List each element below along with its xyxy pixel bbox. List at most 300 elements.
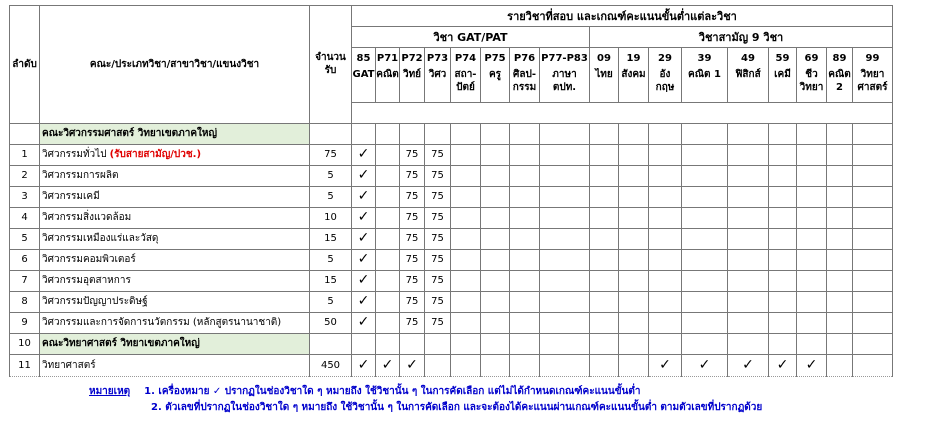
check-mark: ✓ bbox=[728, 354, 769, 376]
empty-cell bbox=[853, 354, 893, 376]
program-name bbox=[40, 291, 310, 312]
empty-cell bbox=[827, 354, 853, 376]
row-order: 3 bbox=[10, 186, 40, 207]
subject-name: ครู bbox=[481, 68, 510, 102]
empty-cell bbox=[769, 270, 797, 291]
empty-cell bbox=[797, 186, 827, 207]
subject-name: ภาษา ตปท. bbox=[540, 68, 590, 102]
empty-cell bbox=[827, 333, 853, 354]
empty-cell bbox=[769, 144, 797, 165]
empty-cell bbox=[649, 312, 682, 333]
table-row bbox=[10, 312, 893, 333]
empty-cell bbox=[769, 249, 797, 270]
empty-cell bbox=[540, 312, 590, 333]
notes-block bbox=[89, 384, 762, 416]
empty-cell bbox=[797, 228, 827, 249]
empty-cell bbox=[376, 312, 400, 333]
check-mark: ✓ bbox=[682, 354, 728, 376]
empty-cell bbox=[827, 291, 853, 312]
empty-cell bbox=[827, 228, 853, 249]
table-row bbox=[10, 249, 893, 270]
empty-cell bbox=[619, 186, 649, 207]
empty-cell bbox=[510, 228, 540, 249]
empty-cell bbox=[590, 270, 619, 291]
empty-cell bbox=[853, 165, 893, 186]
empty-cell bbox=[682, 186, 728, 207]
empty-cell bbox=[853, 123, 893, 144]
min-score: 75 bbox=[400, 207, 425, 228]
empty-cell bbox=[853, 312, 893, 333]
section-row bbox=[10, 123, 893, 144]
program-name bbox=[40, 186, 310, 207]
empty-cell bbox=[451, 228, 481, 249]
subject-name: คณิต 1 bbox=[682, 68, 728, 102]
empty-cell bbox=[728, 144, 769, 165]
empty-cell bbox=[682, 291, 728, 312]
empty-cell bbox=[682, 144, 728, 165]
program-name bbox=[40, 249, 310, 270]
empty-cell bbox=[376, 123, 400, 144]
empty-cell bbox=[590, 123, 619, 144]
check-mark: ✓ bbox=[352, 270, 376, 291]
name-text: วิศวกรรมทั่วไป bbox=[42, 149, 107, 160]
empty-cell bbox=[853, 291, 893, 312]
empty-cell bbox=[827, 312, 853, 333]
empty-cell bbox=[510, 354, 540, 376]
section-row bbox=[10, 333, 893, 354]
empty-cell bbox=[481, 354, 510, 376]
empty-cell bbox=[451, 207, 481, 228]
empty-cell bbox=[853, 186, 893, 207]
program-name bbox=[40, 270, 310, 291]
empty-cell bbox=[649, 270, 682, 291]
min-score: 75 bbox=[400, 270, 425, 291]
group-header-gatpat: วิชา GAT/PAT bbox=[352, 27, 590, 48]
row-order: 1 bbox=[10, 144, 40, 165]
check-mark: ✓ bbox=[352, 291, 376, 312]
subject-name: อัง กฤษ bbox=[649, 68, 682, 102]
empty-cell bbox=[481, 333, 510, 354]
subject-name: วิศว bbox=[425, 68, 451, 102]
min-score: 75 bbox=[425, 207, 451, 228]
empty-cell bbox=[649, 165, 682, 186]
empty-cell bbox=[451, 312, 481, 333]
empty-cell bbox=[400, 333, 425, 354]
empty-cell bbox=[619, 228, 649, 249]
program-name bbox=[40, 165, 310, 186]
seats-value: 5 bbox=[310, 186, 352, 207]
empty-cell bbox=[510, 144, 540, 165]
empty-cell bbox=[827, 207, 853, 228]
empty-cell bbox=[310, 123, 352, 144]
min-score: 75 bbox=[425, 228, 451, 249]
empty-cell bbox=[510, 291, 540, 312]
table-body bbox=[10, 123, 893, 376]
subject-code: 69 bbox=[797, 48, 827, 69]
empty-cell bbox=[451, 186, 481, 207]
empty-cell bbox=[376, 270, 400, 291]
seats-value: 50 bbox=[310, 312, 352, 333]
empty-cell bbox=[797, 249, 827, 270]
empty-cell bbox=[619, 270, 649, 291]
row-order: 10 bbox=[10, 333, 40, 354]
min-score: 75 bbox=[400, 186, 425, 207]
empty-cell bbox=[853, 207, 893, 228]
empty-cell bbox=[728, 207, 769, 228]
empty-cell bbox=[769, 291, 797, 312]
empty-cell bbox=[510, 207, 540, 228]
empty-cell bbox=[827, 123, 853, 144]
name-text: วิศวกรรมเคมี bbox=[42, 191, 100, 202]
empty-cell bbox=[481, 186, 510, 207]
table-row bbox=[10, 291, 893, 312]
table-row bbox=[10, 354, 893, 376]
empty-cell bbox=[797, 165, 827, 186]
table-header bbox=[10, 6, 893, 124]
empty-cell bbox=[853, 144, 893, 165]
check-mark: ✓ bbox=[352, 312, 376, 333]
empty-cell bbox=[619, 207, 649, 228]
min-score: 75 bbox=[425, 186, 451, 207]
empty-cell bbox=[352, 333, 376, 354]
seats-value: 15 bbox=[310, 228, 352, 249]
subject-code: P74 bbox=[451, 48, 481, 69]
min-score: 75 bbox=[400, 312, 425, 333]
empty-cell bbox=[481, 249, 510, 270]
empty-cell bbox=[619, 354, 649, 376]
row-order: 7 bbox=[10, 270, 40, 291]
empty-cell bbox=[352, 123, 376, 144]
subject-code: 19 bbox=[619, 48, 649, 69]
empty-cell bbox=[827, 165, 853, 186]
empty-cell bbox=[853, 249, 893, 270]
empty-cell bbox=[481, 165, 510, 186]
row-order: 11 bbox=[10, 354, 40, 376]
seats-value: 15 bbox=[310, 270, 352, 291]
empty-cell bbox=[451, 123, 481, 144]
empty-cell bbox=[797, 312, 827, 333]
row-order bbox=[10, 123, 40, 144]
empty-cell bbox=[451, 291, 481, 312]
name-text: วิศวกรรมการผลิต bbox=[42, 170, 119, 181]
min-score: 75 bbox=[400, 144, 425, 165]
empty-cell bbox=[649, 249, 682, 270]
program-name bbox=[40, 144, 310, 165]
empty-cell bbox=[376, 333, 400, 354]
empty-cell bbox=[540, 333, 590, 354]
empty-cell bbox=[590, 333, 619, 354]
empty-cell bbox=[619, 333, 649, 354]
subject-name: GAT bbox=[352, 68, 376, 102]
subject-code: 85 bbox=[352, 48, 376, 69]
empty-cell bbox=[510, 186, 540, 207]
empty-cell bbox=[649, 291, 682, 312]
name-text: วิศวกรรมเหมืองแร่และวัสดุ bbox=[42, 233, 159, 244]
empty-cell bbox=[682, 165, 728, 186]
empty-cell bbox=[510, 333, 540, 354]
name-text: วิศวกรรมปัญญาประดิษฐ์ bbox=[42, 296, 148, 307]
admission-table-wrapper bbox=[9, 5, 893, 377]
empty-cell bbox=[451, 354, 481, 376]
seats-value: 450 bbox=[310, 354, 352, 376]
empty-cell bbox=[590, 228, 619, 249]
empty-cell bbox=[451, 165, 481, 186]
empty-cell bbox=[649, 207, 682, 228]
subject-code: 39 bbox=[682, 48, 728, 69]
empty-cell bbox=[540, 123, 590, 144]
row-order: 2 bbox=[10, 165, 40, 186]
empty-cell bbox=[590, 312, 619, 333]
min-score: 75 bbox=[425, 144, 451, 165]
empty-cell bbox=[769, 165, 797, 186]
section-name bbox=[40, 333, 310, 354]
subject-code: 49 bbox=[728, 48, 769, 69]
empty-cell bbox=[540, 186, 590, 207]
empty-cell bbox=[619, 144, 649, 165]
empty-cell bbox=[619, 312, 649, 333]
empty-cell bbox=[769, 186, 797, 207]
empty-cell bbox=[649, 228, 682, 249]
name-text: คณะวิทยาศาสตร์ วิทยาเขตภาคใหญ่ bbox=[42, 338, 200, 349]
empty-cell bbox=[797, 207, 827, 228]
empty-cell bbox=[425, 354, 451, 376]
subject-name: ชีว วิทยา bbox=[797, 68, 827, 102]
empty-cell bbox=[853, 228, 893, 249]
row-order: 4 bbox=[10, 207, 40, 228]
subject-name: วิทยา ศาสตร์ bbox=[853, 68, 893, 102]
empty-cell bbox=[728, 165, 769, 186]
program-name bbox=[40, 228, 310, 249]
check-mark: ✓ bbox=[352, 249, 376, 270]
seats-value: 5 bbox=[310, 165, 352, 186]
empty-cell bbox=[425, 123, 451, 144]
group-header-common: วิชาสามัญ 9 วิชา bbox=[590, 27, 893, 48]
empty-cell bbox=[376, 207, 400, 228]
empty-cell bbox=[619, 123, 649, 144]
row-order: 8 bbox=[10, 291, 40, 312]
subject-code: 59 bbox=[769, 48, 797, 69]
min-score: 75 bbox=[400, 228, 425, 249]
empty-cell bbox=[481, 228, 510, 249]
table-row bbox=[10, 270, 893, 291]
empty-cell bbox=[590, 291, 619, 312]
notes-label: หมายเหตุ bbox=[89, 386, 131, 397]
empty-cell bbox=[451, 270, 481, 291]
empty-cell bbox=[827, 270, 853, 291]
empty-cell bbox=[853, 333, 893, 354]
seats-value: 10 bbox=[310, 207, 352, 228]
table-row bbox=[10, 207, 893, 228]
program-note: (รับสายสามัญ/ปวช.) bbox=[109, 149, 202, 160]
min-score: 75 bbox=[425, 291, 451, 312]
empty-cell bbox=[376, 144, 400, 165]
table-title: รายวิชาที่สอบ และเกณฑ์คะแนนขั้นต่ำแต่ละวิชา bbox=[352, 6, 893, 27]
subject-name: ไทย bbox=[590, 68, 619, 102]
check-mark: ✓ bbox=[352, 144, 376, 165]
empty-cell bbox=[540, 165, 590, 186]
empty-cell bbox=[540, 228, 590, 249]
table-row bbox=[10, 165, 893, 186]
empty-cell bbox=[682, 228, 728, 249]
empty-cell bbox=[376, 249, 400, 270]
empty-cell bbox=[540, 144, 590, 165]
min-score: 75 bbox=[400, 165, 425, 186]
empty-cell bbox=[728, 249, 769, 270]
subject-code: P76 bbox=[510, 48, 540, 69]
program-name bbox=[40, 312, 310, 333]
empty-cell bbox=[376, 186, 400, 207]
check-mark: ✓ bbox=[400, 354, 425, 376]
header-spacer bbox=[352, 102, 893, 123]
check-mark: ✓ bbox=[352, 186, 376, 207]
empty-cell bbox=[682, 312, 728, 333]
subject-code: P72 bbox=[400, 48, 425, 69]
empty-cell bbox=[510, 249, 540, 270]
subject-code: 09 bbox=[590, 48, 619, 69]
empty-cell bbox=[728, 228, 769, 249]
name-text: วิทยาศาสตร์ bbox=[42, 359, 96, 371]
empty-cell bbox=[649, 333, 682, 354]
empty-cell bbox=[797, 144, 827, 165]
empty-cell bbox=[451, 333, 481, 354]
empty-cell bbox=[769, 333, 797, 354]
subject-code: 99 bbox=[853, 48, 893, 69]
empty-cell bbox=[590, 144, 619, 165]
empty-cell bbox=[376, 228, 400, 249]
check-mark: ✓ bbox=[352, 354, 376, 376]
min-score: 75 bbox=[425, 270, 451, 291]
subject-name: คณิต 2 bbox=[827, 68, 853, 102]
empty-cell bbox=[682, 270, 728, 291]
min-score: 75 bbox=[425, 249, 451, 270]
empty-cell bbox=[481, 207, 510, 228]
subject-code: 89 bbox=[827, 48, 853, 69]
empty-cell bbox=[853, 270, 893, 291]
subject-name: ศิลป-กรรม bbox=[510, 68, 540, 102]
note-2: 2. ตัวเลขที่ปรากฏในช่องวิชาใด ๆ หมายถึง ใช้วิชานั้น ๆ ในการคัดเลือก และจะต้องได้คะแนนผ่านเกณฑ์คะแนนขั้นต่ำ ตามตัวเลขที่ปรากฏด้วย bbox=[151, 402, 763, 413]
check-mark: ✓ bbox=[352, 207, 376, 228]
row-order: 9 bbox=[10, 312, 40, 333]
empty-cell bbox=[590, 354, 619, 376]
empty-cell bbox=[649, 186, 682, 207]
row-order: 6 bbox=[10, 249, 40, 270]
empty-cell bbox=[797, 291, 827, 312]
check-mark: ✓ bbox=[769, 354, 797, 376]
admission-criteria-table bbox=[9, 5, 893, 377]
min-score: 75 bbox=[400, 291, 425, 312]
empty-cell bbox=[451, 249, 481, 270]
empty-cell bbox=[590, 165, 619, 186]
min-score: 75 bbox=[400, 249, 425, 270]
empty-cell bbox=[481, 144, 510, 165]
empty-cell bbox=[769, 123, 797, 144]
empty-cell bbox=[540, 207, 590, 228]
min-score: 75 bbox=[425, 165, 451, 186]
empty-cell bbox=[682, 207, 728, 228]
min-score: 75 bbox=[425, 312, 451, 333]
table-row bbox=[10, 228, 893, 249]
empty-cell bbox=[769, 228, 797, 249]
table-row bbox=[10, 186, 893, 207]
subject-code: P71 bbox=[376, 48, 400, 69]
empty-cell bbox=[540, 291, 590, 312]
empty-cell bbox=[510, 165, 540, 186]
row-order: 5 bbox=[10, 228, 40, 249]
check-mark: ✓ bbox=[649, 354, 682, 376]
empty-cell bbox=[540, 270, 590, 291]
name-text: วิศวกรรมคอมพิวเตอร์ bbox=[42, 254, 136, 265]
subject-name: คณิต bbox=[376, 68, 400, 102]
empty-cell bbox=[451, 144, 481, 165]
empty-cell bbox=[540, 249, 590, 270]
empty-cell bbox=[376, 165, 400, 186]
empty-cell bbox=[590, 207, 619, 228]
empty-cell bbox=[728, 291, 769, 312]
subject-name: สังคม bbox=[619, 68, 649, 102]
subject-name: เคมี bbox=[769, 68, 797, 102]
subject-name: สถา-ปัตย์ bbox=[451, 68, 481, 102]
name-text: วิศวกรรมและการจัดการนวัตกรรม (หลักสูตรนานาชาติ) bbox=[42, 317, 282, 328]
seats-value: 75 bbox=[310, 144, 352, 165]
empty-cell bbox=[728, 312, 769, 333]
empty-cell bbox=[510, 312, 540, 333]
table-row bbox=[10, 144, 893, 165]
empty-cell bbox=[728, 186, 769, 207]
empty-cell bbox=[728, 123, 769, 144]
empty-cell bbox=[728, 270, 769, 291]
empty-cell bbox=[682, 123, 728, 144]
name-text: วิศวกรรมสิ่งแวดล้อม bbox=[42, 212, 132, 223]
check-mark: ✓ bbox=[797, 354, 827, 376]
check-mark: ✓ bbox=[376, 354, 400, 376]
empty-cell bbox=[827, 186, 853, 207]
empty-cell bbox=[797, 333, 827, 354]
empty-cell bbox=[682, 333, 728, 354]
empty-cell bbox=[797, 123, 827, 144]
empty-cell bbox=[590, 186, 619, 207]
program-name bbox=[40, 354, 310, 376]
empty-cell bbox=[425, 333, 451, 354]
empty-cell bbox=[510, 123, 540, 144]
subject-name: วิทย์ bbox=[400, 68, 425, 102]
empty-cell bbox=[619, 249, 649, 270]
empty-cell bbox=[827, 249, 853, 270]
empty-cell bbox=[682, 249, 728, 270]
col-header-order: ลำดับ bbox=[10, 6, 40, 124]
empty-cell bbox=[510, 270, 540, 291]
empty-cell bbox=[310, 333, 352, 354]
empty-cell bbox=[797, 270, 827, 291]
name-text: วิศวกรรมอุตสาหการ bbox=[42, 275, 131, 286]
subject-code: P75 bbox=[481, 48, 510, 69]
empty-cell bbox=[481, 123, 510, 144]
program-name bbox=[40, 207, 310, 228]
subject-code: P77-P83 bbox=[540, 48, 590, 69]
note-1: 1. เครื่องหมาย ✓ ปรากฏในช่องวิชาใด ๆ หมายถึง ใช้วิชานั้น ๆ ในการคัดเลือก แต่ไม่ได้กำหนดเกณฑ์คะแนนขั้นต่ำ bbox=[144, 386, 641, 397]
section-name bbox=[40, 123, 310, 144]
empty-cell bbox=[649, 123, 682, 144]
check-mark: ✓ bbox=[352, 228, 376, 249]
empty-cell bbox=[649, 144, 682, 165]
empty-cell bbox=[769, 207, 797, 228]
subject-code: 29 bbox=[649, 48, 682, 69]
empty-cell bbox=[400, 123, 425, 144]
name-text: คณะวิศวกรรมศาสตร์ วิทยาเขตภาคใหญ่ bbox=[42, 128, 218, 139]
empty-cell bbox=[481, 270, 510, 291]
empty-cell bbox=[728, 333, 769, 354]
empty-cell bbox=[769, 312, 797, 333]
subject-name: ฟิสิกส์ bbox=[728, 68, 769, 102]
